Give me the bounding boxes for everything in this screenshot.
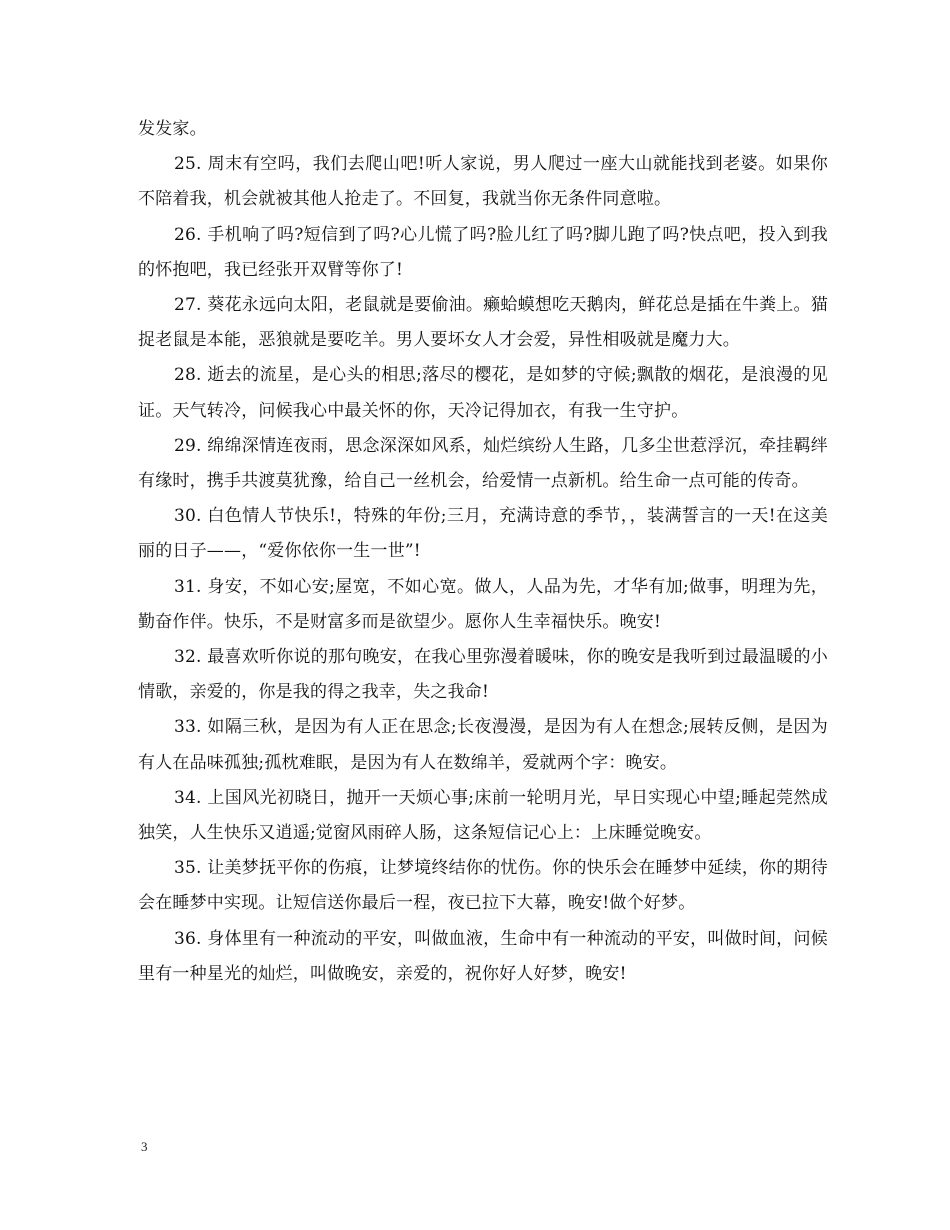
- paragraph-continuation: 发发家。: [138, 119, 207, 139]
- paragraph-25: 25. 周末有空吗，我们去爬山吧!听人家说，男人爬过一座大山就能找到老婆。如果你不陪着我，机会就被其他人抢走了。不回复，我就当你无条件同意啦。: [138, 154, 828, 210]
- paragraph-29: 29. 绵绵深情连夜雨，思念深深如风系，灿烂缤纷人生路，几多尘世惹浮沉，牵挂羁绊有缘时，携手共渡莫犹豫，给自己一丝机会，给爱情一点新机。给生命一点可能的传奇。: [138, 435, 828, 492]
- paragraph-31: 31. 身安，不如心安;屋宽，不如心宽。做人，人品为先，才华有加;做事，明理为先，勤奋作伴。快乐，不是财富多而是欲望少。愿你人生幸福快乐。晚安!: [138, 576, 828, 632]
- paragraph-33: 33. 如隔三秋，是因为有人正在思念;长夜漫漫，是因为有人在想念;展转反侧，是因为有人在品味孤独;孤枕难眠，是因为有人在数绵羊，爱就两个字：晚安。: [138, 717, 828, 773]
- paragraph-34: 34. 上国风光初晓日，抛开一天烦心事;床前一轮明月光，早日实现心中望;睡起莞然成独笑，人生快乐又逍遥;觉窗风雨碎人肠，这条短信记心上：上床睡觉晚安。: [138, 787, 828, 844]
- paragraph-32: 32. 最喜欢听你说的那句晚安，在我心里弥漫着暖味，你的晚安是我听到过最温暖的小情歌，亲爱的，你是我的得之我幸，失之我命!: [138, 647, 828, 703]
- paragraph-30: 30. 白色情人节快乐!，特殊的年份;三月，充满诗意的季节，，装满誓言的一天!在这美丽的日子——，“爱你依你一生一世”!: [138, 506, 828, 562]
- paragraph-28: 28. 逝去的流星，是心头的相思;落尽的樱花，是如梦的守候;飘散的烟花，是浪漫的见证。天气转冷，问候我心中最关怀的你，天冷记得加衣，有我一生守护。: [138, 365, 828, 421]
- paragraph-26: 26. 手机响了吗?短信到了吗?心儿慌了吗?脸儿红了吗?脚儿跑了吗?快点吧，投入到我的怀抱吧，我已经张开双臂等你了!: [138, 224, 828, 280]
- paragraph-35: 35. 让美梦抚平你的伤痕，让梦境终结你的忧伤。你的快乐会在睡梦中延续，你的期待会在睡梦中实现。让短信送你最后一程，夜已拉下大幕，晚安!做个好梦。: [138, 858, 828, 914]
- page-number: 3: [141, 1139, 148, 1154]
- paragraph-36: 36. 身体里有一种流动的平安，叫做血液，生命中有一种流动的平安，叫做时间，问候里有一种星光的灿烂，叫做晚安，亲爱的，祝你好人好梦，晚安!: [138, 928, 828, 984]
- paragraph-27: 27. 葵花永远向太阳，老鼠就是要偷油。癞蛤蟆想吃天鹅肉，鲜花总是插在牛粪上。猫捉老鼠是本能，恶狼就是要吃羊。男人要坏女人才会爱，异性相吸就是魔力大。: [138, 295, 828, 351]
- document-body: [138, 112, 828, 992]
